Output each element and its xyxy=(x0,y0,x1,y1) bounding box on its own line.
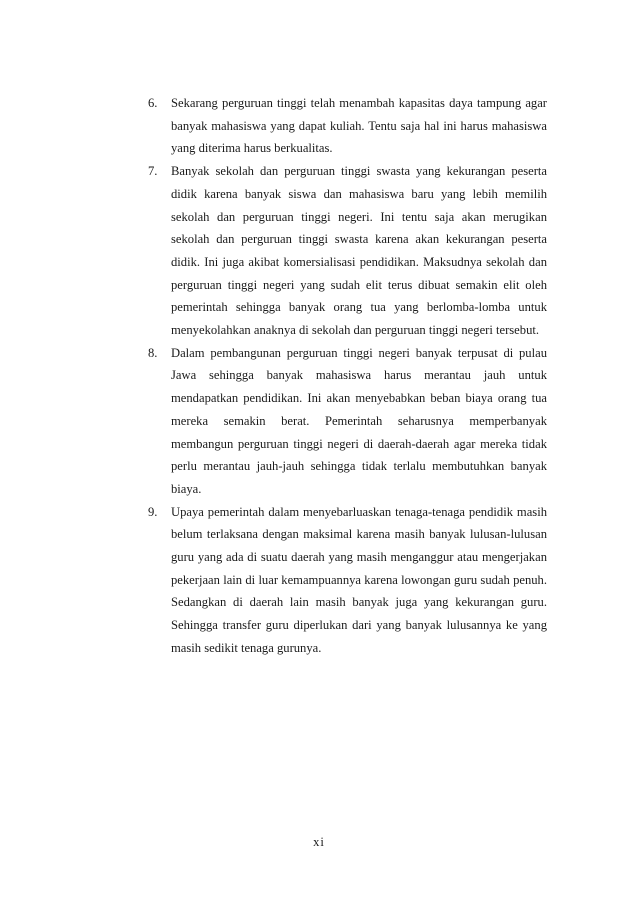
list-item xyxy=(148,342,547,501)
list-item-text: Upaya pemerintah dalam menyebarluaskan tenaga-tenaga pendidik masih belum terlaksana dengan maksimal karena masih banyak lulusan-lulusan guru yang ada di suatu daerah yang masih menganggur atau mengerjakan pekerjaan lain di luar kemampuannya karena lowongan guru sudah penuh. Sedangkan di daerah lain masih banyak juga yang kekurangan guru. Sehingga transfer guru diperlukan dari yang banyak lulusannya ke yang masih sedikit tenaga gurunya. xyxy=(171,504,547,655)
list-item-text: Dalam pembangunan perguruan tinggi negeri banyak terpusat di pulau Jawa sehingga banyak mahasiswa harus merantau jauh untuk mendapatkan pendidikan. Ini akan menyebabkan beban biaya orang tua mereka semakin berat. Pemerintah seharusnya memperbanyak membangun perguruan tinggi negeri di daerah-daerah agar mereka tidak perlu merantau jauh-jauh sehingga tidak terlalu membutuhkan banyak biaya. xyxy=(171,345,547,496)
list-item xyxy=(148,92,547,160)
list-item xyxy=(148,160,547,342)
list-item-number: 8. xyxy=(148,345,158,360)
page-number: xi xyxy=(313,835,325,849)
list-item-text: Banyak sekolah dan perguruan tinggi swasta yang kekurangan peserta didik karena banyak siswa dan mahasiswa baru yang lebih memilih sekolah dan perguruan tinggi negeri. Ini tentu saja akan merugikan sekolah dan perguruan tinggi swasta karena akan kekurangan peserta didik. Ini juga akibat komersialisasi pendidikan. Maksudnya sekolah dan perguruan tinggi negeri yang sudah elit terus dibuat semakin elit oleh pemerintah sehingga banyak orang tua yang berlomba-lomba untuk menyekolahkan anaknya di sekolah dan perguruan tinggi negeri tersebut. xyxy=(171,164,547,338)
list-item-text: Sekarang perguruan tinggi telah menambah kapasitas daya tampung agar banyak mahasiswa yang dapat kuliah. Tentu saja hal ini harus mahasiswa yang diterima harus berkualitas. xyxy=(171,96,547,156)
list-item xyxy=(148,501,547,660)
list-item-number: 9. xyxy=(148,504,158,519)
numbered-list xyxy=(148,92,547,660)
list-item-number: 7. xyxy=(148,164,158,179)
list-item-number: 6. xyxy=(148,96,158,110)
